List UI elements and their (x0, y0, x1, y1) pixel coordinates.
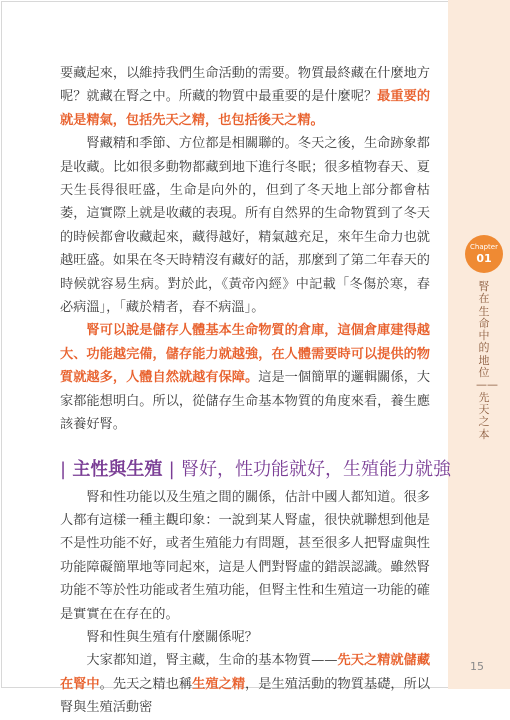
paragraph-4-text: 腎和性功能以及生殖之間的關係，估計中國人都知道。很多人都有這樣一種主觀印象：一說到某人腎虛，很快就聯想到他是不是性功能不好，或者生殖能力有問題，甚至很多人把腎虛與性功能障礙簡單地等同起來，這是人們對腎虛的錯誤認識。雖然腎功能不等於性功能或者生殖功能，但腎主性和生殖這一功能的確是實實在在存在的。 (60, 489, 430, 622)
paragraph-6-text-c: ，是生殖活動的物質基礎，所以腎與生殖活動密 (60, 676, 431, 716)
paragraph-1 (60, 62, 430, 132)
heading-bar-left: | (60, 458, 67, 480)
section-heading (60, 457, 451, 483)
paragraph-6-highlight-a: 先天之精就儲藏在腎中 (60, 653, 431, 692)
paragraph-6 (60, 649, 430, 719)
paragraph-1-highlight: 最重要的就是精氣，包括先天之精，也包括後天之精。 (60, 89, 431, 128)
paragraph-2 (60, 132, 430, 319)
paragraph-3 (60, 319, 430, 436)
side-section-title: 腎在生命中的地位——先天之本 (476, 280, 498, 441)
body-text-column (60, 62, 451, 720)
paragraph-1-text: 要藏起來，以維持我們生命活動的需要。物質最終藏在什麼地方呢？就藏在腎之中。所藏的物質中最重要的是什麼呢？ (60, 66, 430, 105)
heading-main: 主性與生殖 (72, 458, 163, 480)
paragraph-3-text: 這是一個簡單的邏輯關係，大家都能想明白。所以，從儲存生命基本物質的角度來看，養生應該養好腎。 (60, 370, 431, 433)
paragraph-5 (60, 626, 430, 649)
page-number: 15 (470, 660, 484, 673)
paragraph-6-highlight-b: 生殖之精 (192, 676, 246, 692)
paragraph-5-text: 腎和性與生殖有什麼關係呢？ (86, 629, 258, 645)
chapter-number: 01 (476, 252, 492, 265)
chapter-badge (465, 235, 503, 273)
paragraph-6-text-b: 。先天之精也稱 (99, 676, 193, 692)
paragraph-6-text-a: 大家都知道，腎主藏，生命的基本物質—— (86, 653, 338, 669)
heading-sub: 腎好，性功能就好，生殖能力就強 (181, 458, 451, 480)
paragraph-4 (60, 486, 430, 626)
heading-bar-right: | (168, 458, 175, 480)
paragraph-3-highlight: 腎可以說是儲存人體基本生命物質的倉庫，這個倉庫建得越大、功能越完備，儲存能力就越強，在人體需要時可以提供的物質就越多，人體自然就越有保障。 (60, 323, 430, 386)
chapter-label: Chapter (470, 243, 498, 251)
paragraph-2-text: 腎藏精和季節、方位都是相關聯的。冬天之後，生命跡象都是收藏。比如很多動物都藏到地下進行冬眠；很多植物春天、夏天生長得很旺盛，生命是向外的，但到了冬天地上部分都會枯萎，這實際上就是收藏的表現。所有自然界的生命物質到了冬天的時候都會收藏起來，藏得越好，精氣越充足，來年生命力也就越旺盛。如果在冬天時精沒有藏好的話，那麼到了第二年春天的時候就容易生病。對於此，《黃帝內經》中記載「冬傷於寒，春必病溫」，「藏於精者，春不病溫」。 (60, 136, 430, 316)
